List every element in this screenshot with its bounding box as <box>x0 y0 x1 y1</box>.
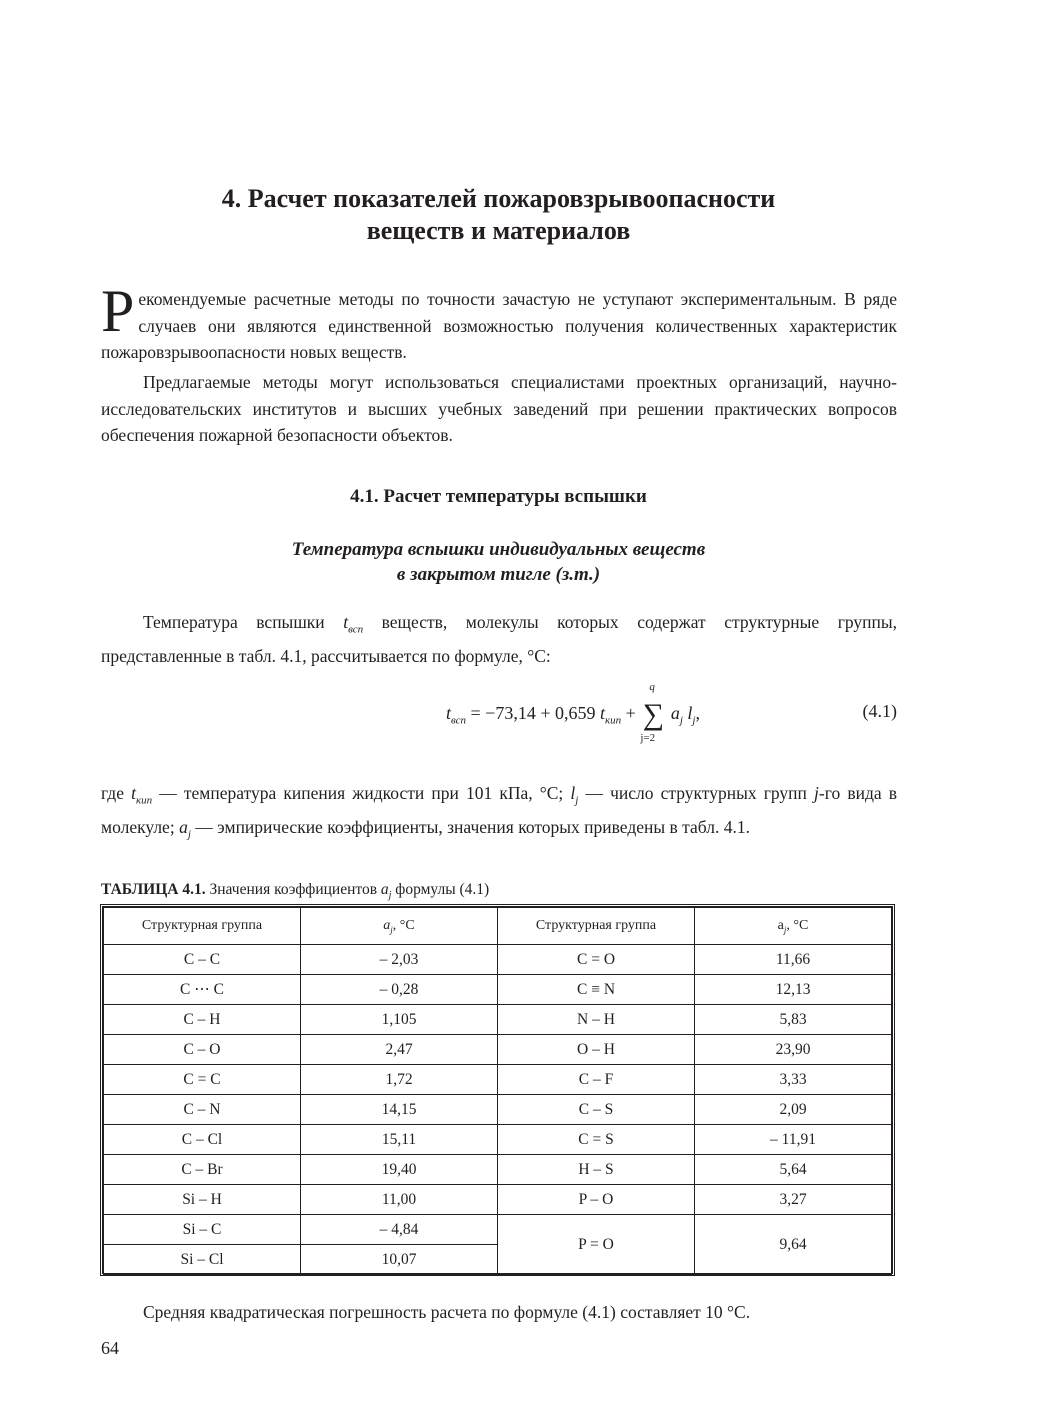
value-cell: 15,11 <box>301 1125 498 1155</box>
header-value-right <box>695 908 892 945</box>
group-cell: Si – H <box>104 1185 301 1215</box>
header-unit-left: , °С <box>392 917 415 933</box>
value-cell: 2,09 <box>695 1095 892 1125</box>
formula-rhs-var: t <box>600 703 606 724</box>
table-header-row <box>104 908 892 945</box>
table-row <box>104 1215 892 1245</box>
header-j-left: j <box>390 924 393 935</box>
header-unit-right: , °С <box>786 917 809 933</box>
paragraph-methods-text: Предлагаемые методы могут использоваться специалистами проектных организаций, научно-исследовательских институтов и высших учебных заведений при решении практических вопросов обеспечения пожарной безопасности объектов. <box>101 372 897 445</box>
value-cell: 19,40 <box>301 1155 498 1185</box>
group-cell: C = S <box>498 1125 695 1155</box>
intro-text-a: Температура вспышки <box>143 612 344 632</box>
subsection-title <box>100 537 897 587</box>
sum-lower-limit: j=2 <box>640 732 656 744</box>
value-cell: 1,105 <box>301 1005 498 1035</box>
formula-plus: + <box>621 703 641 724</box>
intro-var-sub: всп <box>348 623 364 636</box>
header-j-right: j <box>783 924 787 935</box>
formula-lhs-sub: всп <box>451 714 467 727</box>
header-value-left <box>301 908 498 945</box>
table-row <box>104 1005 892 1035</box>
value-cell: 2,47 <box>301 1035 498 1065</box>
where-a-var: a <box>179 817 188 837</box>
subsection-title-line1: Температура вспышки индивидуальных веществ <box>291 539 706 560</box>
intro-text-b: веществ, молекулы которых содержат структурные группы, представленные в табл. 4.1, рассчитывается по формуле, °С: <box>101 612 898 666</box>
chapter-title-line2: веществ и материалов <box>366 216 631 245</box>
group-cell: С – N <box>104 1095 301 1125</box>
intro-var-t: t <box>343 612 349 632</box>
table-row <box>104 1065 892 1095</box>
group-cell: С ⋯ С <box>104 975 301 1005</box>
where-l: l <box>570 783 576 803</box>
group-cell: С – Cl <box>104 1125 301 1155</box>
paragraph-where <box>101 780 897 848</box>
group-cell: Si – Cl <box>104 1245 301 1275</box>
formula-term-l-sub: j <box>692 714 696 727</box>
value-cell: – 0,28 <box>301 975 498 1005</box>
group-cell: С – Н <box>104 1005 301 1035</box>
where-c: — число структурных групп <box>578 783 814 803</box>
sum-upper-limit: q <box>649 681 655 693</box>
value-cell: 3,33 <box>695 1065 892 1095</box>
sum-symbol <box>640 681 666 744</box>
table-row <box>104 1125 892 1155</box>
table-caption-var: a <box>380 881 389 898</box>
header-a-left: a <box>383 917 391 933</box>
group-cell: N – H <box>498 1005 695 1035</box>
drop-cap: Р <box>101 278 135 344</box>
section-title: 4.1. Расчет температуры вспышки <box>350 486 647 507</box>
table-row <box>104 945 892 975</box>
table-row <box>104 1185 892 1215</box>
value-cell: 12,13 <box>695 975 892 1005</box>
table-row <box>104 1095 892 1125</box>
group-cell: Si – C <box>104 1215 301 1245</box>
formula-number: (4.1) <box>862 701 897 721</box>
formula-constants: = −73,14 + 0,659 <box>466 703 600 724</box>
value-cell: 23,90 <box>695 1035 892 1065</box>
value-cell: 11,00 <box>301 1185 498 1215</box>
chapter-title-line1: 4. Расчет показателей пожаровзрывоопасности <box>221 184 776 213</box>
group-cell: C – F <box>498 1065 695 1095</box>
lead-text: екомендуемые расчетные методы по точности зачастую не уступают экспериментальным. В ряде случаев они являются единственной возможностью получения количественных характеристик пожаровзрывоопасности новых веществ. <box>101 289 897 362</box>
formula-rhs-sub: кип <box>605 714 622 727</box>
header-group-right: Структурная группа <box>498 908 695 945</box>
value-cell: – 4,84 <box>301 1215 498 1245</box>
group-cell: P – O <box>498 1185 695 1215</box>
paragraph-formula-intro <box>101 609 897 670</box>
formula-tail: , <box>695 703 700 724</box>
where-b: — температура кипения жидкости при 101 кПа, °С; <box>152 783 571 803</box>
where-a: где <box>101 783 132 803</box>
header-group-left: Структурная группа <box>104 908 301 945</box>
group-cell: С ≡ N <box>498 975 695 1005</box>
group-cell: C – S <box>498 1095 695 1125</box>
header-a-right: a <box>777 917 784 933</box>
page-number: 64 <box>101 1338 119 1358</box>
table-caption-tail: формулы (4.1) <box>391 881 490 898</box>
group-cell: С – Br <box>104 1155 301 1185</box>
formula-lhs-var: t <box>446 703 452 724</box>
value-cell: 14,15 <box>301 1095 498 1125</box>
table-caption-text: Значения коэффициентов <box>205 881 381 898</box>
where-j: j <box>814 783 819 803</box>
group-cell: С = О <box>498 945 695 975</box>
lead-paragraph <box>101 278 897 366</box>
formula-4-1 <box>100 676 897 746</box>
coefficients-table <box>100 904 895 1276</box>
value-cell: 1,72 <box>301 1065 498 1095</box>
value-cell: 11,66 <box>695 945 892 975</box>
group-cell: H – S <box>498 1155 695 1185</box>
formula-expression <box>446 681 700 744</box>
where-d: -го вида в молекуле; <box>101 783 898 837</box>
formula-term-a-sub: j <box>679 714 683 727</box>
value-cell: – 11,91 <box>695 1125 892 1155</box>
group-cell: С – С <box>104 945 301 975</box>
where-a-sub: j <box>187 828 191 841</box>
table-row <box>104 975 892 1005</box>
table-caption-sub: j <box>388 890 392 902</box>
group-cell: С = С <box>104 1065 301 1095</box>
where-e: — эмпирические коэффициенты, значения которых приведены в табл. 4.1. <box>190 817 750 837</box>
table-row <box>104 1035 892 1065</box>
group-cell: O – H <box>498 1035 695 1065</box>
chapter-title <box>100 183 897 247</box>
formula-term-a: a <box>670 703 680 724</box>
where-t: t <box>131 783 136 803</box>
group-cell: С – О <box>104 1035 301 1065</box>
formula-term-l: l <box>687 703 693 724</box>
table-caption-label: ТАБЛИЦА 4.1. <box>101 881 206 898</box>
where-t-sub: кип <box>135 794 153 807</box>
group-cell: P = O <box>498 1215 695 1275</box>
sigma-glyph: ∑ <box>642 698 665 731</box>
paragraph-methods <box>101 369 897 449</box>
value-cell: 5,83 <box>695 1005 892 1035</box>
table-caption <box>101 880 897 906</box>
value-cell: 5,64 <box>695 1155 892 1185</box>
subsection-title-line2: в закрытом тигле (з.т.) <box>396 564 601 585</box>
error-note-text: Средняя квадратическая погрешность расчета по формуле (4.1) составляет 10 °С. <box>143 1302 751 1322</box>
value-cell: 3,27 <box>695 1185 892 1215</box>
value-cell: 10,07 <box>301 1245 498 1275</box>
error-note <box>101 1299 897 1326</box>
value-cell: 9,64 <box>695 1215 892 1275</box>
where-l-sub: j <box>575 794 579 807</box>
value-cell: – 2,03 <box>301 945 498 975</box>
table-row <box>104 1155 892 1185</box>
